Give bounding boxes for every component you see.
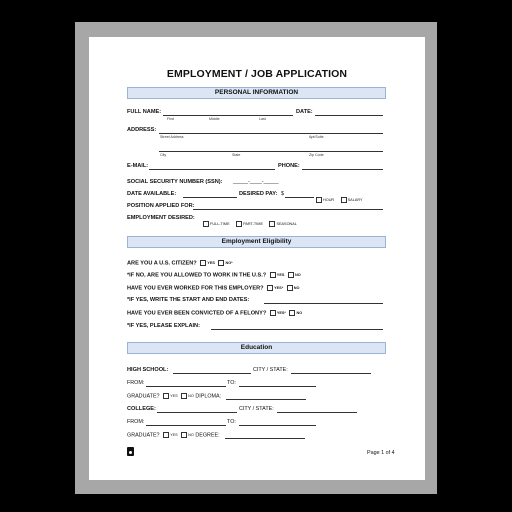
address-line-1[interactable] [159, 133, 383, 134]
hs-graduate-label: GRADUATE? [127, 393, 160, 400]
felony-no-checkbox[interactable] [289, 310, 295, 316]
high-school-label: HIGH SCHOOL: [127, 367, 169, 373]
start-end-dates-label: *IF YES, WRITE THE START AND END DATES: [127, 297, 250, 303]
college-from-label: FROM: [127, 419, 145, 425]
college-graduate-label: GRADUATE? [127, 432, 160, 439]
seasonal-label: SEASONAL [276, 221, 297, 226]
worked-yes-checkbox[interactable] [267, 285, 273, 291]
hs-from-line[interactable] [146, 386, 226, 387]
hs-to-line[interactable] [239, 386, 316, 387]
hour-checkbox[interactable] [316, 197, 322, 203]
felony-question [127, 310, 302, 316]
degree-label: DEGREE: [195, 432, 220, 439]
dollar-sign: $ [281, 191, 284, 197]
citizen-yes-checkbox[interactable] [200, 260, 206, 266]
employment-desired-label: EMPLOYMENT DESIRED: [127, 215, 195, 221]
worked-before-text: HAVE YOU EVER WORKED FOR THIS EMPLOYER? [127, 285, 264, 292]
state-sublabel: State [232, 153, 241, 157]
hs-from-label: FROM: [127, 380, 145, 386]
date-available-label: DATE AVAILABLE: [127, 191, 177, 197]
form-page [89, 37, 425, 480]
authorized-yes-label: YES [276, 273, 285, 277]
hs-graduate-row [127, 393, 221, 399]
authorized-no-checkbox[interactable] [288, 272, 294, 278]
hs-graduate-no-label: NO [188, 394, 194, 398]
salary-checkbox[interactable] [341, 197, 347, 203]
authorized-yes-checkbox[interactable] [270, 272, 276, 278]
phone-line[interactable] [302, 169, 383, 170]
worked-no-checkbox[interactable] [287, 285, 293, 291]
felony-yes-label: YES* [276, 311, 286, 315]
position-line[interactable] [193, 209, 383, 210]
zip-sublabel: Zip Code [309, 153, 324, 157]
apt-sublabel: Apt/Suite [309, 135, 324, 139]
last-sublabel: Last [259, 117, 266, 121]
worked-yes-label: YES* [274, 286, 284, 290]
worked-no-label: NO [293, 286, 300, 290]
college-graduate-yes-label: YES [170, 433, 178, 437]
college-from-line[interactable] [146, 425, 226, 426]
desired-pay-line[interactable] [285, 197, 314, 198]
ssn-label: SOCIAL SECURITY NUMBER (SSN): [127, 179, 223, 185]
college-graduate-row [127, 432, 220, 438]
ssn-field[interactable]: _____-____-_____ [233, 179, 279, 185]
hs-city-state-label: CITY / STATE: [253, 367, 288, 373]
felony-yes-checkbox[interactable] [270, 310, 276, 316]
hour-label: HOUR [323, 197, 335, 202]
citizen-yes-label: YES [207, 261, 215, 265]
diploma-line[interactable] [226, 399, 306, 400]
college-line[interactable] [157, 412, 237, 413]
hs-graduate-yes-checkbox[interactable] [163, 393, 169, 399]
address-line-2[interactable] [159, 151, 383, 152]
high-school-line[interactable] [173, 373, 251, 374]
seasonal-checkbox[interactable] [269, 221, 275, 227]
page-number: Page 1 of 4 [367, 450, 395, 456]
part-time-checkbox[interactable] [236, 221, 242, 227]
pay-type-options [314, 191, 363, 209]
email-line[interactable] [149, 169, 275, 170]
desired-pay-label: DESIRED PAY: [239, 191, 278, 197]
citizen-question [127, 260, 233, 266]
diploma-label: DIPLOMA: [195, 393, 222, 400]
degree-line[interactable] [225, 438, 305, 439]
date-line[interactable] [315, 115, 383, 116]
explain-line[interactable] [211, 329, 383, 330]
city-sublabel: City [160, 153, 167, 157]
full-time-checkbox[interactable] [203, 221, 209, 227]
authorized-no-label: NO [294, 273, 301, 277]
phone-label: PHONE: [278, 163, 300, 169]
section-personal-information: PERSONAL INFORMATION [127, 87, 386, 99]
section-education: Education [127, 342, 386, 354]
citizen-no-checkbox[interactable] [218, 260, 224, 266]
hs-graduate-no-checkbox[interactable] [181, 393, 187, 399]
document-logo-icon [127, 447, 134, 456]
start-end-dates-line[interactable] [264, 303, 383, 304]
street-sublabel: Street Address [160, 135, 184, 139]
full-name-label: FULL NAME: [127, 109, 162, 115]
first-sublabel: First [167, 117, 174, 121]
hs-to-label: TO: [227, 380, 236, 386]
address-label: ADDRESS: [127, 127, 157, 133]
felony-no-label: NO [296, 311, 303, 315]
hs-graduate-yes-label: YES [170, 394, 178, 398]
college-city-state-line[interactable] [277, 412, 357, 413]
position-label: POSITION APPLIED FOR: [127, 203, 195, 209]
explain-label: *IF YES, PLEASE EXPLAIN: [127, 323, 200, 329]
date-available-line[interactable] [183, 197, 237, 198]
section-employment-eligibility: Employment Eligibility [127, 236, 386, 248]
email-label: E-MAIL: [127, 163, 149, 169]
citizen-question-text: ARE YOU A U.S. CITIZEN? [127, 260, 197, 267]
college-label: COLLEGE: [127, 406, 156, 412]
college-to-line[interactable] [239, 425, 316, 426]
date-label: DATE: [296, 109, 313, 115]
college-graduate-no-label: NO [188, 433, 194, 437]
citizen-no-label: NO* [225, 261, 233, 265]
worked-before-question [127, 285, 299, 291]
part-time-label: PART-TIME [243, 221, 263, 226]
college-city-state-label: CITY / STATE: [239, 406, 274, 412]
employment-type-options [201, 215, 297, 233]
college-to-label: TO: [227, 419, 236, 425]
form-title: EMPLOYMENT / JOB APPLICATION [166, 68, 348, 80]
middle-sublabel: Middle [209, 117, 220, 121]
full-name-line[interactable] [163, 115, 293, 116]
work-authorization-question [127, 272, 301, 278]
full-time-label: FULL-TIME [210, 221, 230, 226]
hs-city-state-line[interactable] [291, 373, 371, 374]
work-authorization-text: *IF NO, ARE YOU ALLOWED TO WORK IN THE U.S.? [127, 272, 267, 279]
college-graduate-yes-checkbox[interactable] [163, 432, 169, 438]
salary-label: SALARY [347, 197, 363, 202]
felony-question-text: HAVE YOU EVER BEEN CONVICTED OF A FELONY? [127, 310, 267, 317]
college-graduate-no-checkbox[interactable] [181, 432, 187, 438]
